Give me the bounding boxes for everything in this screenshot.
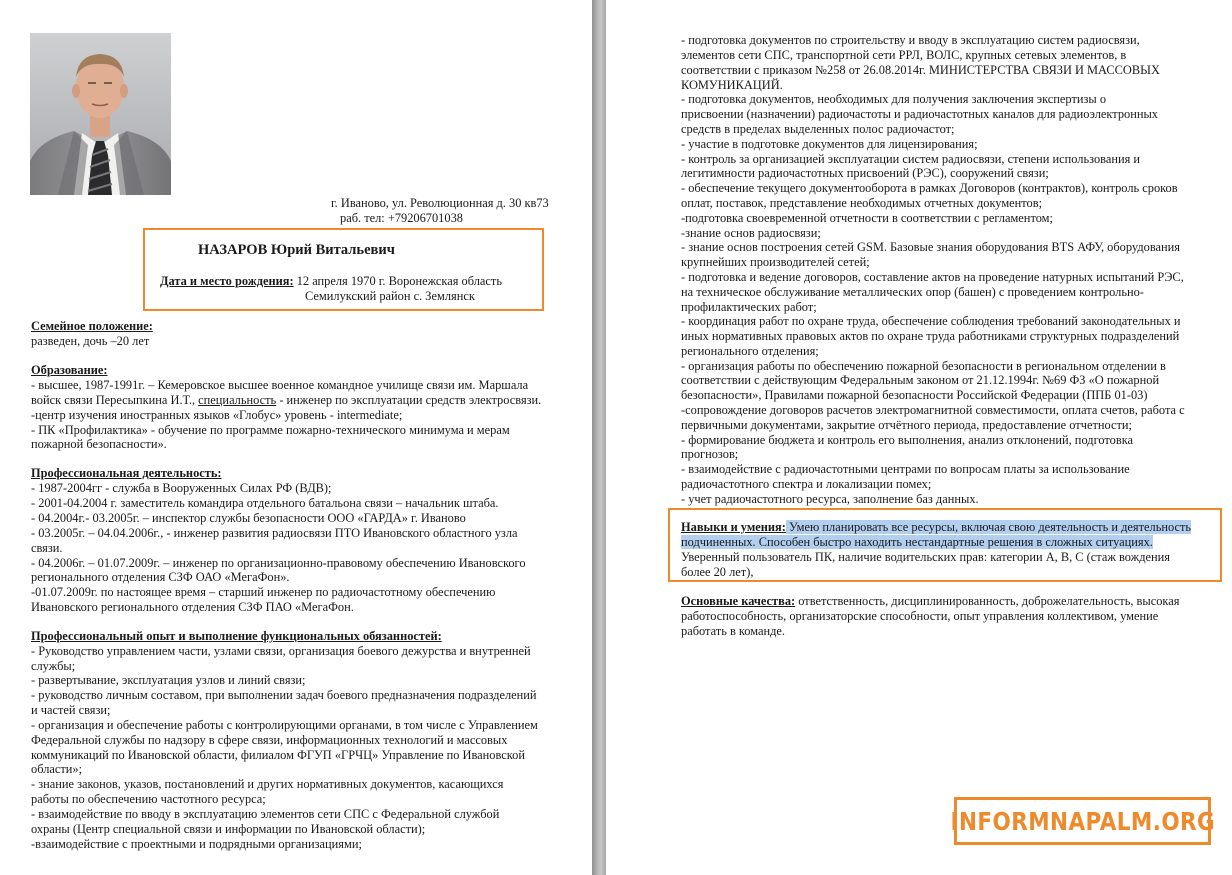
career-line: - 2001-04.2004 г. заместитель командира отдельного батальона связи – начальник штаба.	[31, 496, 499, 510]
skills-line: Уверенный пользователь ПК, наличие водительских прав: категории А, В, С (стаж вождения	[681, 550, 1170, 564]
duty-line: - формирование бюджета и контроль его выполнения, анализ отклонений, подготовка	[681, 433, 1134, 447]
career-line: - 03.2005г. – 04.04.2006г., - инженер развития радиосвязи ПТО Ивановского областного узла	[31, 526, 518, 540]
duty-line: иных нормативных правовых актов по охране труда работниками структурных подразделений	[681, 329, 1180, 343]
full-name: НАЗАРОВ Юрий Витальевич	[198, 242, 395, 258]
duty-line: регионального отделения;	[681, 344, 819, 358]
career-line: -01.07.2009г. по настоящее время – старший инженер по радиочастотному обеспечению	[31, 585, 496, 599]
duty-line: -сопровождение договоров расчетов электромагнитной совместимости, оплата счетов, работа с	[681, 403, 1185, 417]
birth-info	[160, 274, 502, 289]
family-heading: Семейное положение:	[31, 319, 153, 333]
experience-line: - знание законов, указов, постановлений и других нормативных документов, касающихся	[31, 777, 504, 791]
experience-line: -взаимодействие с проектными и подрядными организациями;	[31, 837, 362, 851]
skills-heading: Навыки и умения:	[681, 520, 786, 534]
career-line: - 04.2006г. – 01.07.2009г. – инженер по организационно-правовому обеспечению Ивановского	[31, 556, 526, 570]
duty-line: -знание основ радиосвязи;	[681, 226, 821, 240]
qualities-line: работоспособность, организаторские способности, опыт управления коллективом, умение	[681, 609, 1159, 623]
experience-line: - взаимодействие по вводу в эксплуатацию элементов сети СПС с Федеральной службой	[31, 807, 500, 821]
duty-line: профилактических работ;	[681, 300, 817, 314]
experience-line: области»;	[31, 762, 83, 776]
career-line: - 1987-2004гг - служба в Вооруженных Силах РФ (ВДВ);	[31, 481, 332, 495]
duty-line: - подготовка и ведение договоров, составление актов на проведение натурных испытаний РЭС,	[681, 270, 1184, 284]
birth-label: Дата и место рождения:	[160, 274, 294, 288]
qualities-heading: Основные качества:	[681, 594, 796, 608]
skills-highlight-text: Умею планировать все ресурсы, включая свою деятельность и деятельность	[785, 520, 1192, 534]
qualities-text: ответственность, дисциплинированность, доброжелательность, высокая	[795, 594, 1180, 608]
experience-line: коммуникаций по Ивановской области, филиалом ФГУП «ГРЧЦ» Управление по Ивановской	[31, 748, 525, 762]
experience-line: - Руководство управлением части, узлами связи, организация боевого дежурства и внутренней	[31, 644, 531, 658]
duty-line: на техническое обслуживание металлических опор (башен) с проведением контрольно-	[681, 285, 1144, 299]
education-line	[31, 393, 541, 408]
experience-heading: Профессиональный опыт и выполнение функциональных обязанностей:	[31, 629, 442, 643]
duty-line: оплат, поставок, представление необходимых отчетных документов;	[681, 196, 1043, 210]
duty-line: соответствии с действующим Федеральным законом от 21.12.1994г. №69 ФЗ «О пожарной	[681, 373, 1160, 387]
duty-line: первичными документами, закрытие отчётного периода, предоставление отчетности;	[681, 418, 1132, 432]
experience-line: и частей связи;	[31, 703, 111, 717]
qualities-line: работать в команде.	[681, 624, 786, 638]
portrait-photo	[30, 33, 171, 195]
experience-line: - развертывание, эксплуатация узлов и линий связи;	[31, 673, 306, 687]
duty-line: - обеспечение текущего документооборота в рамках Договоров (контрактов), контроль сроков	[681, 181, 1178, 195]
duty-line: - контроль за организацией эксплуатации систем радиосвязи, степени использования и	[681, 152, 1141, 166]
address-text: г. Иваново, ул. Революционная д. 30 кв73	[331, 196, 549, 210]
experience-line: Федеральной службы по надзору в сфере связи, информационных технологий и массовых	[31, 733, 508, 747]
duty-line: - взаимодействие с радиочастотными центрами по вопросам платы за использование	[681, 462, 1130, 476]
experience-line: работы по обеспечению частотного ресурса;	[31, 792, 266, 806]
family-text: разведен, дочь –20 лет	[31, 334, 150, 348]
informnapalm-logo	[950, 797, 1215, 845]
specialty-text: - инженер по эксплуатации средств электросвязи.	[276, 393, 542, 407]
duty-line: средств в пределах выделенных полос радиочастот;	[681, 122, 955, 136]
duty-line: легитимности радиочастотных присвоений (РЭС), сооружений связи;	[681, 166, 1049, 180]
duty-line: - знание основ построения сетей GSM. Базовые знания оборудования BTS АФУ, оборудования	[681, 240, 1180, 254]
birth-place-text: Семилукский район с. Землянск	[305, 289, 475, 303]
career-line: Ивановского регионального отделения СЗФ ПАО «МегаФон.	[31, 600, 354, 614]
duty-line: - организация работы по обеспечению пожарной безопасности в региональном отделении в	[681, 359, 1166, 373]
duty-line: - координация работ по охране труда, обеспечение соблюдения требований законодательных и	[681, 314, 1181, 328]
career-line: связи.	[31, 541, 63, 555]
duty-line: КОМУНИКАЦИЙ.	[681, 78, 783, 92]
career-line: - 04.2004г.- 03.2005г. – инспектор службы безопасности ООО «ГАРДА» г. Иваново	[31, 511, 466, 525]
education-line: -центр изучения иностранных языков «Глобус» уровень - intermediate;	[31, 408, 403, 422]
education-line: - ПК «Профилактика» - обучение по программе пожарно-технического минимума и мерам	[31, 423, 510, 437]
education-heading: Образование:	[31, 363, 108, 377]
duty-line: безопасности», Правилами пожарной безопасности Российской Федерации (ППБ 01-03)	[681, 388, 1148, 402]
duty-line: элементов сети СПС, транспортной сети РРЛ, ВОЛС, крупных сетевых элементов, в	[681, 48, 1127, 62]
specialty-label: специальность	[198, 393, 277, 407]
duty-line: радиочастотного спектра и локализации помех;	[681, 477, 932, 491]
experience-line: охраны (Центр специальной связи и информации по Ивановской области);	[31, 822, 426, 836]
skills-highlight-text: подчиненных. Способен быстро находить нестандартные решения в сложных ситуациях.	[681, 535, 1153, 549]
phone-text: раб. тел: +79206701038	[340, 211, 463, 225]
education-line: - высшее, 1987-1991г. – Кемеровское высшее военное командное училище связи им. Маршала	[31, 378, 529, 392]
skills-line	[681, 535, 1153, 550]
duty-line: - учет радиочастотного ресурса, заполнение баз данных.	[681, 492, 979, 506]
career-line: регионального отделения СЗФ ОАО «МегаФон».	[31, 570, 290, 584]
duty-line: - подготовка документов, необходимых для получения заключения экспертизы о	[681, 92, 1107, 106]
resume-page-right	[606, 0, 1232, 875]
duty-line: соответствии с приказом №258 от 26.08.2014г. МИНИСТЕРСТВА СВЯЗИ И МАССОВЫХ	[681, 63, 1160, 77]
experience-line: - руководство личным составом, при выполнении задач боевого предназначения подразделений	[31, 688, 537, 702]
duty-line: присвоении (назначении) радиочастоты и радиочастотных каналов для радиоэлектронных	[681, 107, 1158, 121]
birth-date-text: 12 апреля 1970 г. Воронежская область	[293, 274, 502, 288]
duty-line: - участие в подготовке документов для лицензирования;	[681, 137, 978, 151]
duty-line: крупнейших производителей сетей;	[681, 255, 870, 269]
career-heading: Профессиональная деятельность:	[31, 466, 222, 480]
logo-text: INFORMNAPALM.ORG	[950, 806, 1215, 836]
duty-line: -подготовка своевременной отчетности в соответствии с регламентом;	[681, 211, 1053, 225]
duty-line: прогнозов;	[681, 447, 739, 461]
experience-line: службы;	[31, 659, 76, 673]
skills-line	[681, 520, 1191, 535]
logo-frame	[950, 800, 1215, 842]
education-line: пожарной безопасности».	[31, 437, 167, 451]
qualities-line	[681, 594, 1179, 609]
page-divider	[592, 0, 606, 875]
resume-page-left	[0, 0, 592, 875]
skills-line: более 20 лет),	[681, 565, 754, 579]
education-line-prefix: войск связи Пересыпкина И.Т.,	[31, 393, 199, 407]
duty-line: - подготовка документов по строительству и вводу в эксплуатацию систем радиосвязи,	[681, 33, 1140, 47]
experience-line: - организация и обеспечение работы с контролирующими органами, в том числе с Управлением	[31, 718, 538, 732]
